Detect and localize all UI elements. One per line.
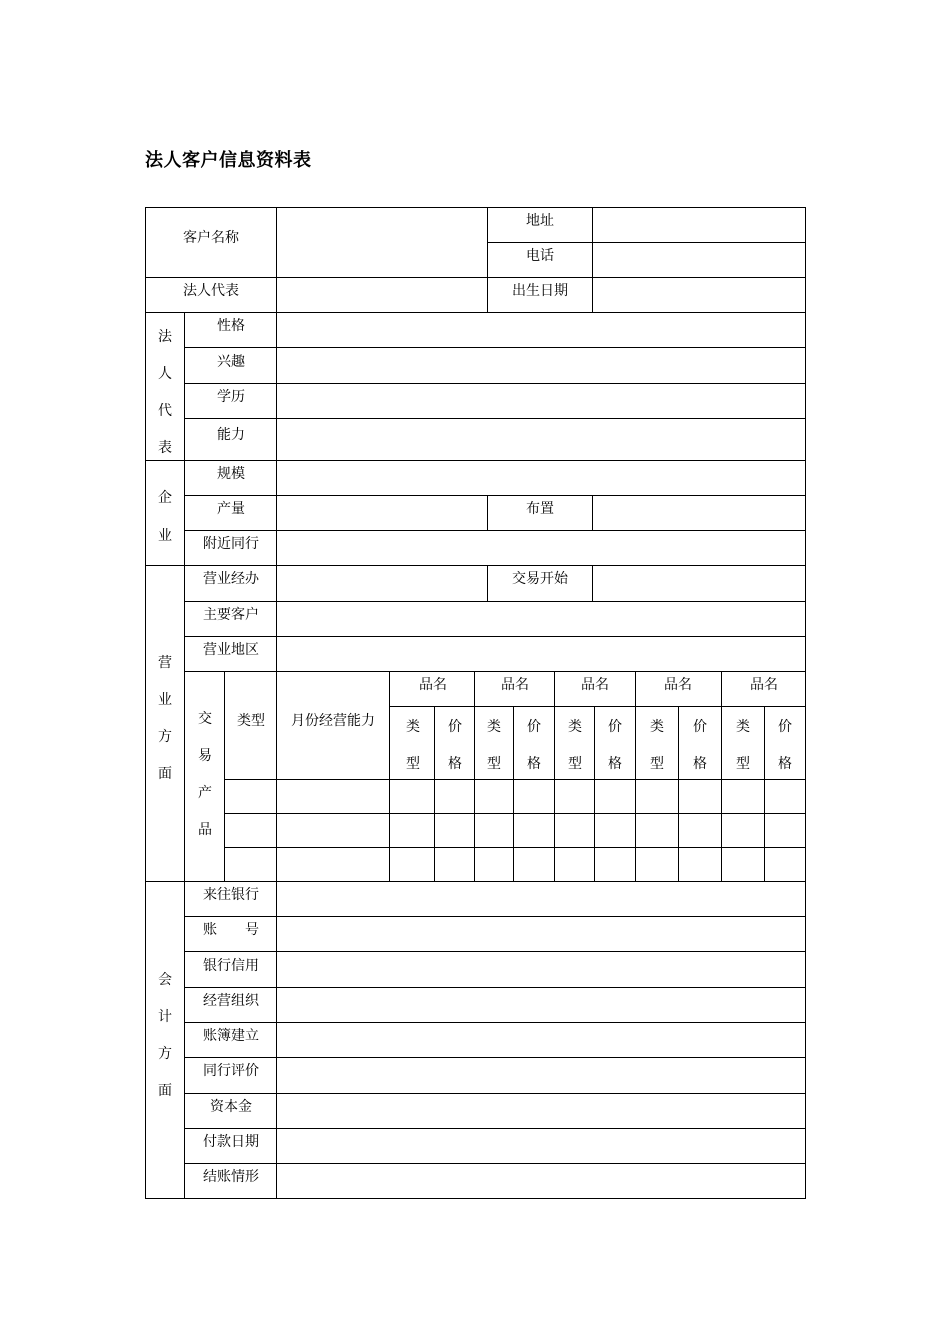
- rep-item-interest: 兴趣: [217, 354, 245, 370]
- monthly-capacity-header: 月份经营能力: [291, 713, 375, 729]
- scale-label: 规模: [217, 466, 245, 482]
- product-name-header: 品名: [581, 677, 609, 693]
- account-number-label: 账 号: [203, 922, 259, 938]
- main-customers-label: 主要客户: [203, 607, 259, 623]
- business-manager-label: 营业经办: [203, 571, 259, 587]
- phone-label: 电话: [526, 248, 554, 264]
- trade-start-label: 交易开始: [512, 571, 568, 587]
- page-title: 法人客户信息资料表: [145, 150, 312, 171]
- product-name-header: 品名: [419, 677, 447, 693]
- sub-price-header: 价 格: [608, 719, 622, 772]
- rep-section-label: 法 人 代 表: [158, 329, 172, 456]
- rep-item-personality: 性格: [217, 318, 245, 334]
- settlement-label: 结账情形: [203, 1169, 259, 1185]
- address-label: 地址: [526, 213, 554, 229]
- bookkeeping-label: 账簿建立: [203, 1028, 259, 1044]
- customer-name-label: 客户名称: [183, 230, 239, 246]
- peer-review-label: 同行评价: [203, 1063, 259, 1079]
- customer-info-table: [145, 207, 806, 1199]
- sub-price-header: 价 格: [448, 719, 462, 772]
- bank-label: 来往银行: [203, 887, 259, 903]
- product-name-header: 品名: [664, 677, 692, 693]
- bank-credit-label: 银行信用: [203, 958, 259, 974]
- sub-type-header: 类 型: [406, 719, 420, 772]
- layout-label: 布置: [526, 501, 554, 517]
- sub-type-header: 类 型: [650, 719, 664, 772]
- trade-products-label: 交 易 产 品: [198, 711, 212, 838]
- legal-rep-label: 法人代表: [183, 283, 239, 299]
- product-name-header: 品名: [501, 677, 529, 693]
- enterprise-section-label: 企 业: [158, 490, 172, 544]
- product-type-header: 类型: [237, 713, 265, 729]
- sub-type-header: 类 型: [568, 719, 582, 772]
- sub-price-header: 价 格: [778, 719, 792, 772]
- product-name-header: 品名: [750, 677, 778, 693]
- business-region-label: 营业地区: [203, 642, 259, 658]
- birth-date-label: 出生日期: [512, 283, 568, 299]
- sub-price-header: 价 格: [693, 719, 707, 772]
- sub-type-header: 类 型: [736, 719, 750, 772]
- accounting-section-label: 会 计 方 面: [158, 972, 172, 1099]
- rep-item-education: 学历: [217, 389, 245, 405]
- output-label: 产量: [217, 501, 245, 517]
- sub-price-header: 价 格: [527, 719, 541, 772]
- business-section-label: 营 业 方 面: [158, 655, 172, 782]
- sub-type-header: 类 型: [487, 719, 501, 772]
- nearby-peers-label: 附近同行: [203, 536, 259, 552]
- rep-item-ability: 能力: [217, 427, 245, 443]
- payment-date-label: 付款日期: [203, 1134, 259, 1150]
- capital-label: 资本金: [210, 1099, 252, 1115]
- business-org-label: 经营组织: [203, 993, 259, 1009]
